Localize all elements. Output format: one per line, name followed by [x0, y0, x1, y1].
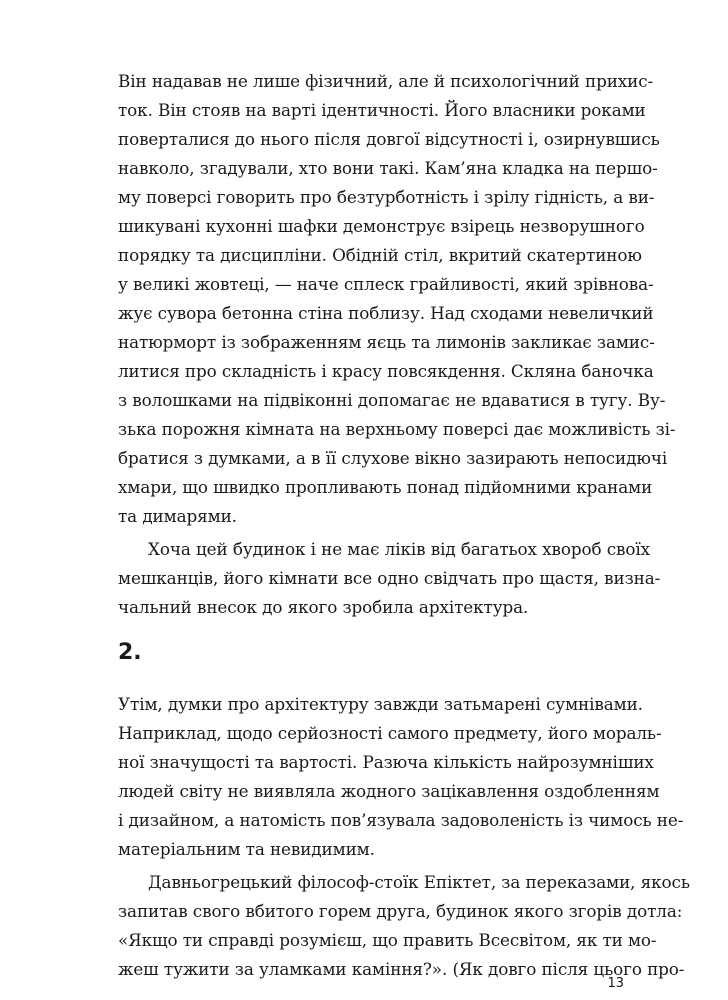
- paragraph-line: у великі жовтеці, — наче сплеск грайливості, який зрівнова-: [118, 274, 654, 294]
- paragraph-line: і дизайном, а натомість пов’язувала задоволеність із чимось не-: [118, 810, 684, 830]
- paragraph-line: Хоча цей будинок і не має ліків від багатьох хвороб своїх: [148, 539, 651, 559]
- paragraph-line: Давньогрецький філософ-стоїк Епіктет, за переказами, якось: [148, 872, 690, 892]
- paragraph-line: Наприклад, щодо серйозності самого предмету, його мораль-: [118, 723, 662, 743]
- paragraph-line: литися про складність і красу повсякдення. Скляна баночка: [118, 361, 654, 381]
- paragraph-line: та димарями.: [118, 506, 237, 526]
- page-number: 13: [607, 976, 624, 991]
- paragraph-line: чальний внесок до якого зробила архітектура.: [118, 597, 529, 617]
- paragraph-line: людей світу не виявляла жодного зацікавлення оздобленням: [118, 781, 660, 801]
- paragraph-line: жеш тужити за уламками каміння?». (Як довго після цього про-: [118, 959, 685, 979]
- paragraph-line: натюрморт із зображенням яєць та лимонів закликає замис-: [118, 332, 655, 352]
- paragraph-line: ток. Він стояв на варті ідентичності. Його власники роками: [118, 100, 646, 120]
- paragraph-line: жує сувора бетонна стіна поблизу. Над сходами невеличкий: [118, 303, 654, 323]
- paragraph-line: хмари, що швидко пропливають понад підйомними кранами: [118, 477, 653, 497]
- section-heading: 2.: [118, 640, 142, 665]
- paragraph-line: навколо, згадували, хто вони такі. Кам’яна кладка на першо-: [118, 158, 658, 178]
- paragraph-line: Він надавав не лише фізичний, але й психологічний прихис-: [118, 71, 654, 91]
- paragraph-line: Утім, думки про архітектуру завжди затьмарені сумнівами.: [118, 694, 643, 714]
- paragraph-line: ної значущості та вартості. Разюча кількість найрозумніших: [118, 752, 654, 772]
- paragraph-line: шикувані кухонні шафки демонструє взірець незворушного: [118, 216, 645, 236]
- paragraph-line: братися з думками, а в її слухове вікно зазирають непосидючі: [118, 448, 668, 468]
- paragraph-line: му поверсі говорить про безтурботність і зрілу гідність, а ви-: [118, 187, 655, 207]
- paragraph-line: поверталися до нього після довгої відсутності і, озирнувшись: [118, 129, 660, 149]
- paragraph-line: «Якщо ти справді розумієш, що править Всесвітом, як ти мо-: [118, 930, 657, 950]
- paragraph-line: мешканців, його кімнати все одно свідчать про щастя, визна-: [118, 568, 661, 588]
- paragraph-line: матеріальним та невидимим.: [118, 839, 375, 859]
- paragraph-line: запитав свого вбитого горем друга, будинок якого згорів дотла:: [118, 901, 683, 921]
- paragraph-line: зька порожня кімната на верхньому поверсі дає можливість зі-: [118, 419, 676, 439]
- paragraph-line: з волошками на підвіконні допомагає не вдаватися в тугу. Ву-: [118, 390, 666, 410]
- paragraph-line: порядку та дисципліни. Обідній стіл, вкритий скатертиною: [118, 245, 642, 265]
